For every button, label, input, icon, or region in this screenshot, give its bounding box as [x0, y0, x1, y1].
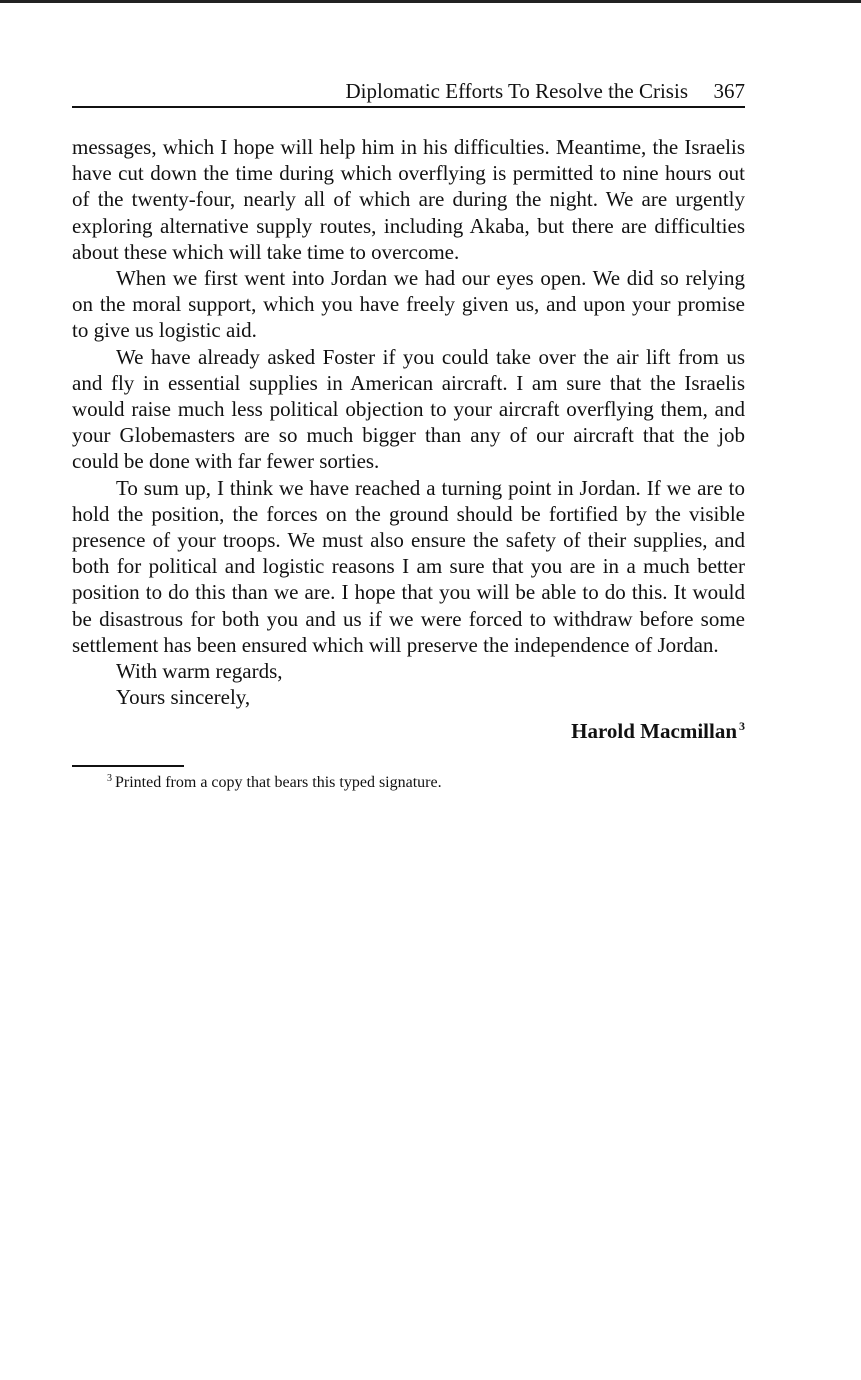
letter-body [72, 134, 745, 710]
footnote-rule [72, 765, 184, 767]
closing-valediction: Yours sincerely, [116, 685, 251, 710]
paragraph: We have already asked Foster if you could take over the air lift from us and fly in essential supplies in American aircraft. I am sure that the Israelis would raise much less political objection to your aircraft overflying them, and your Globemasters are so much bigger than any of our aircraft that the job could be done with far fewer sorties. [72, 344, 745, 474]
signature-block [72, 718, 745, 744]
footnote-mark: 3 [107, 773, 112, 785]
closing-regards: With warm regards, [116, 659, 283, 684]
running-header [72, 76, 745, 108]
document-page [72, 76, 745, 793]
page-top-edge [0, 0, 861, 3]
signature-footnote-mark[interactable]: 3 [739, 719, 745, 734]
paragraph: To sum up, I think we have reached a turning point in Jordan. If we are to hold the position, the forces on the ground should be fortified by the visible presence of your troops. We must also ensure the safety of their supplies, and both for political and logistic reasons I am sure that you are in a much better position to do this than we are. I hope that you will be able to do this. It would be disastrous for both you and us if we were forced to withdraw before some settlement has been ensured which will preserve the independence of Jordan. [72, 475, 745, 657]
page-number: 367 [713, 79, 745, 103]
paragraph-continued: messages, which I hope will help him in his difficulties. Meantime, the Israelis have cut down the time during which overflying is permitted to nine hours out of the twenty-four, nearly all of which are during the night. We are urgently exploring alternative supply routes, including Akaba, but there are difficulties about these which will take time to overcome. [72, 135, 745, 264]
paragraph: When we first went into Jordan we had our eyes open. We did so relying on the moral support, which you have freely given us, and upon your promise to give us logistic aid. [72, 266, 745, 343]
footnote-text: Printed from a copy that bears this typed signature. [115, 774, 442, 792]
signature-name: Harold Macmillan [571, 719, 737, 744]
footnote [72, 773, 745, 793]
running-header-title: Diplomatic Efforts To Resolve the Crisis [345, 79, 688, 103]
